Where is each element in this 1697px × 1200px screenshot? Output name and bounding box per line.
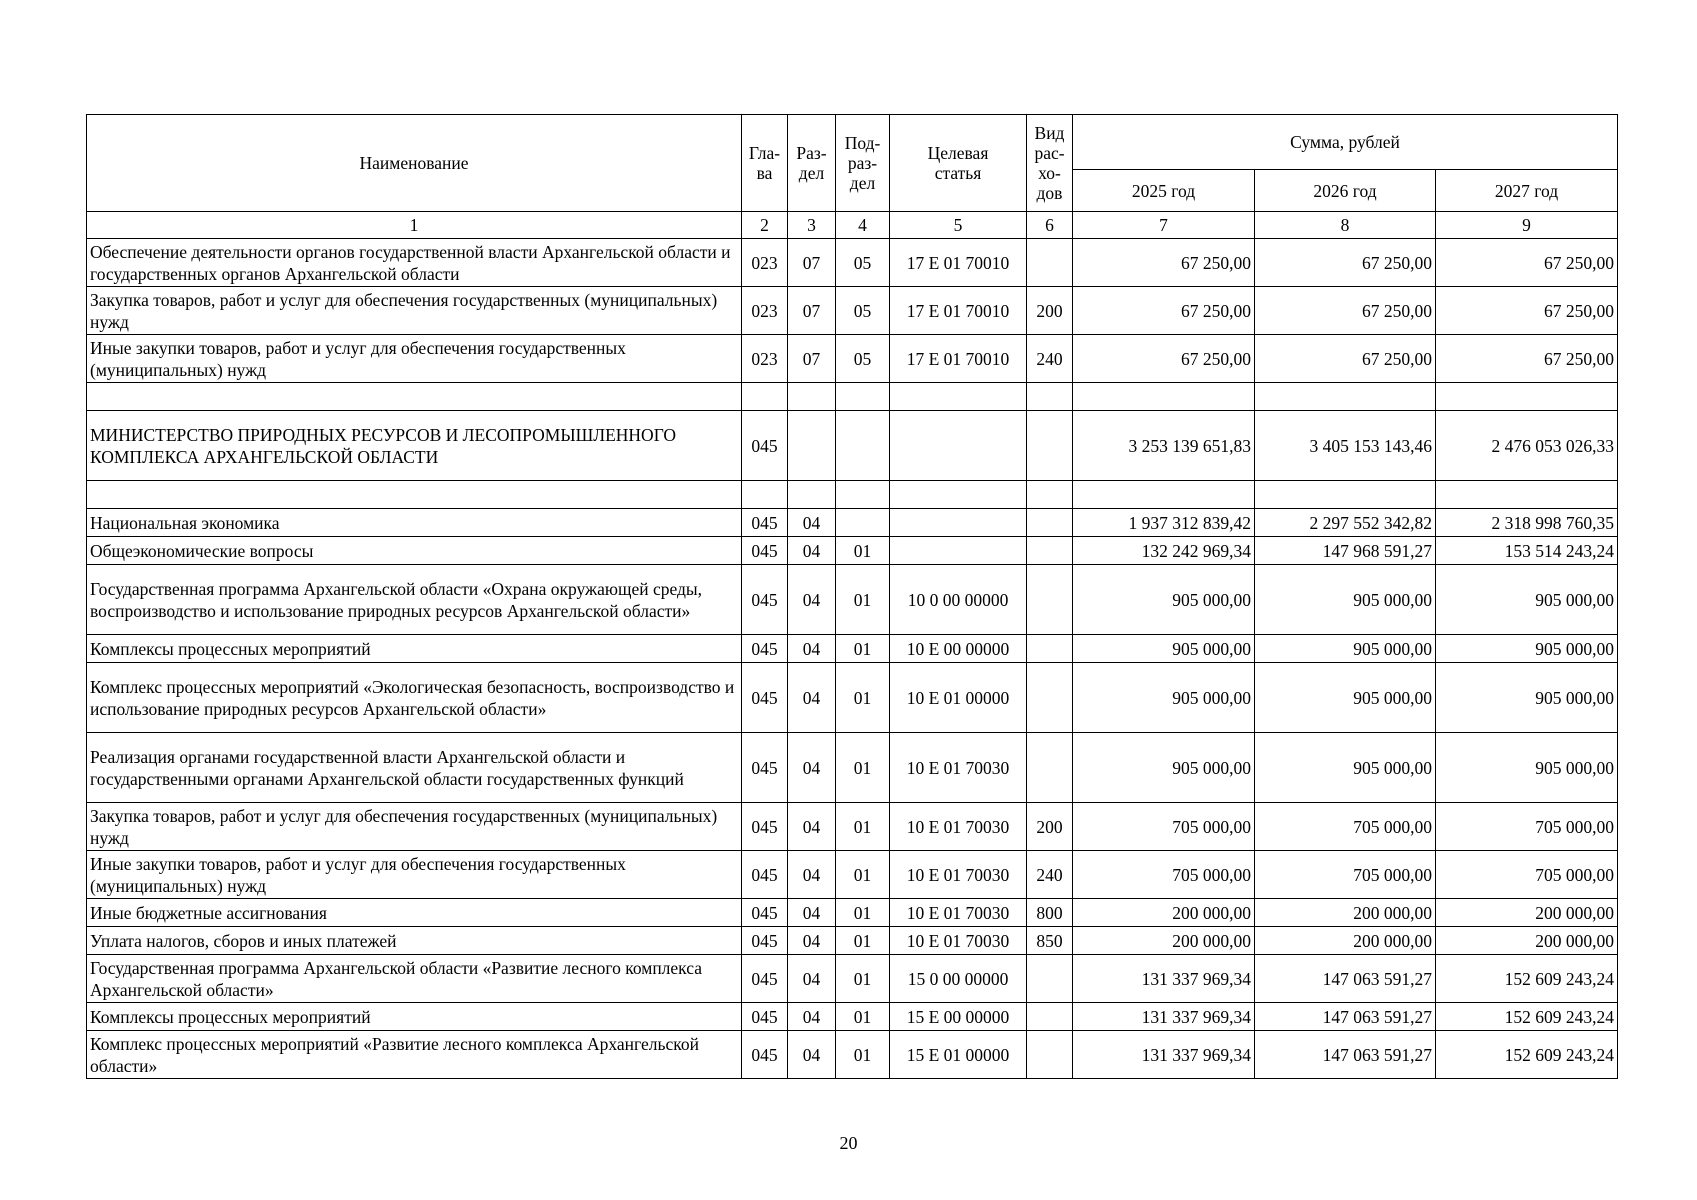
row-target: 17 Е 01 70010 bbox=[890, 287, 1027, 335]
row-target bbox=[890, 383, 1027, 411]
row-target: 10 Е 01 70030 bbox=[890, 927, 1027, 955]
row-sum-2026: 147 063 591,27 bbox=[1255, 1003, 1436, 1031]
row-vid bbox=[1027, 239, 1073, 287]
row-name: Реализация органами государственной власти Архангельской области и государственными органами Архангельской области государственных функций bbox=[87, 733, 742, 803]
row-target: 15 Е 01 00000 bbox=[890, 1031, 1027, 1079]
row-glava bbox=[742, 481, 788, 509]
row-sum-2027: 67 250,00 bbox=[1436, 335, 1618, 383]
row-glava: 045 bbox=[742, 1003, 788, 1031]
row-vid bbox=[1027, 663, 1073, 733]
row-podrazdel: 01 bbox=[836, 899, 890, 927]
row-vid bbox=[1027, 509, 1073, 537]
row-name: Комплекс процессных мероприятий «Экологическая безопасность, воспроизводство и использование природных ресурсов Архангельской области» bbox=[87, 663, 742, 733]
header-year-2026: 2026 год bbox=[1255, 170, 1436, 212]
row-sum-2027: 152 609 243,24 bbox=[1436, 1031, 1618, 1079]
table-row bbox=[87, 663, 1618, 733]
col-index: 2 bbox=[742, 212, 788, 239]
row-sum-2026: 147 968 591,27 bbox=[1255, 537, 1436, 565]
row-sum-2026: 905 000,00 bbox=[1255, 663, 1436, 733]
row-name: Обеспечение деятельности органов государственной власти Архангельской области и государственных органов Архангельской области bbox=[87, 239, 742, 287]
row-sum-2026: 200 000,00 bbox=[1255, 899, 1436, 927]
row-glava: 045 bbox=[742, 411, 788, 481]
row-razdel: 04 bbox=[788, 1031, 836, 1079]
row-name: Иные закупки товаров, работ и услуг для обеспечения государственных (муниципальных) нужд bbox=[87, 335, 742, 383]
row-sum-2026: 705 000,00 bbox=[1255, 851, 1436, 899]
header-row-top bbox=[87, 115, 1618, 170]
col-index: 7 bbox=[1073, 212, 1255, 239]
table-row bbox=[87, 565, 1618, 635]
row-target bbox=[890, 481, 1027, 509]
header-name: Наименование bbox=[87, 115, 742, 212]
row-razdel: 04 bbox=[788, 927, 836, 955]
row-sum-2027: 705 000,00 bbox=[1436, 851, 1618, 899]
row-podrazdel: 01 bbox=[836, 635, 890, 663]
row-sum-2027: 152 609 243,24 bbox=[1436, 955, 1618, 1003]
row-sum-2025: 905 000,00 bbox=[1073, 733, 1255, 803]
row-target: 10 0 00 00000 bbox=[890, 565, 1027, 635]
header-year-2025: 2025 год bbox=[1073, 170, 1255, 212]
row-sum-2025: 905 000,00 bbox=[1073, 635, 1255, 663]
row-sum-2025: 905 000,00 bbox=[1073, 663, 1255, 733]
col-index: 9 bbox=[1436, 212, 1618, 239]
row-sum-2027: 2 476 053 026,33 bbox=[1436, 411, 1618, 481]
table-row bbox=[87, 335, 1618, 383]
row-sum-2025: 131 337 969,34 bbox=[1073, 1003, 1255, 1031]
row-vid: 200 bbox=[1027, 287, 1073, 335]
row-sum-2026 bbox=[1255, 481, 1436, 509]
row-name: Уплата налогов, сборов и иных платежей bbox=[87, 927, 742, 955]
row-podrazdel: 01 bbox=[836, 851, 890, 899]
row-sum-2025: 131 337 969,34 bbox=[1073, 1031, 1255, 1079]
row-target: 10 Е 01 70030 bbox=[890, 899, 1027, 927]
row-sum-2027: 905 000,00 bbox=[1436, 733, 1618, 803]
row-podrazdel: 01 bbox=[836, 537, 890, 565]
row-sum-2027 bbox=[1436, 481, 1618, 509]
row-razdel: 07 bbox=[788, 239, 836, 287]
table-row bbox=[87, 411, 1618, 481]
row-podrazdel bbox=[836, 481, 890, 509]
row-target: 10 Е 01 70030 bbox=[890, 803, 1027, 851]
row-glava: 023 bbox=[742, 335, 788, 383]
row-podrazdel: 05 bbox=[836, 335, 890, 383]
row-razdel: 04 bbox=[788, 1003, 836, 1031]
table-row bbox=[87, 733, 1618, 803]
row-razdel: 04 bbox=[788, 537, 836, 565]
row-target bbox=[890, 411, 1027, 481]
row-glava: 045 bbox=[742, 851, 788, 899]
row-glava: 045 bbox=[742, 635, 788, 663]
row-podrazdel bbox=[836, 383, 890, 411]
row-sum-2026: 905 000,00 bbox=[1255, 733, 1436, 803]
table-row bbox=[87, 635, 1618, 663]
table-row bbox=[87, 481, 1618, 509]
table-row bbox=[87, 383, 1618, 411]
row-name: Комплексы процессных мероприятий bbox=[87, 635, 742, 663]
table-row bbox=[87, 803, 1618, 851]
row-podrazdel: 01 bbox=[836, 803, 890, 851]
row-sum-2027: 67 250,00 bbox=[1436, 239, 1618, 287]
page-number: 20 bbox=[839, 1133, 858, 1153]
row-razdel: 04 bbox=[788, 899, 836, 927]
row-vid: 200 bbox=[1027, 803, 1073, 851]
row-razdel bbox=[788, 383, 836, 411]
row-sum-2027: 200 000,00 bbox=[1436, 899, 1618, 927]
row-sum-2025: 131 337 969,34 bbox=[1073, 955, 1255, 1003]
row-sum-2025: 3 253 139 651,83 bbox=[1073, 411, 1255, 481]
row-name: Комплекс процессных мероприятий «Развитие лесного комплекса Архангельской области» bbox=[87, 1031, 742, 1079]
row-name: Общеэкономические вопросы bbox=[87, 537, 742, 565]
row-sum-2025: 1 937 312 839,42 bbox=[1073, 509, 1255, 537]
row-sum-2026: 67 250,00 bbox=[1255, 239, 1436, 287]
row-razdel: 04 bbox=[788, 635, 836, 663]
row-razdel: 04 bbox=[788, 851, 836, 899]
row-name: Закупка товаров, работ и услуг для обеспечения государственных (муниципальных) нужд bbox=[87, 287, 742, 335]
row-razdel bbox=[788, 411, 836, 481]
row-razdel: 07 bbox=[788, 335, 836, 383]
row-sum-2026: 67 250,00 bbox=[1255, 335, 1436, 383]
row-sum-2026: 200 000,00 bbox=[1255, 927, 1436, 955]
row-sum-2027: 152 609 243,24 bbox=[1436, 1003, 1618, 1031]
row-glava: 045 bbox=[742, 509, 788, 537]
row-name: Государственная программа Архангельской области «Охрана окружающей среды, воспроизводство и использование природных ресурсов Архангельской области» bbox=[87, 565, 742, 635]
row-vid bbox=[1027, 635, 1073, 663]
row-glava: 045 bbox=[742, 927, 788, 955]
col-index: 3 bbox=[788, 212, 836, 239]
row-name: Иные бюджетные ассигнования bbox=[87, 899, 742, 927]
row-sum-2025: 705 000,00 bbox=[1073, 803, 1255, 851]
row-podrazdel: 01 bbox=[836, 733, 890, 803]
table-row bbox=[87, 955, 1618, 1003]
row-sum-2025: 200 000,00 bbox=[1073, 899, 1255, 927]
row-vid: 240 bbox=[1027, 335, 1073, 383]
row-name: МИНИСТЕРСТВО ПРИРОДНЫХ РЕСУРСОВ И ЛЕСОПРОМЫШЛЕННОГО КОМПЛЕКСА АРХАНГЕЛЬСКОЙ ОБЛАСТИ bbox=[87, 411, 742, 481]
table-row bbox=[87, 899, 1618, 927]
row-vid: 800 bbox=[1027, 899, 1073, 927]
row-sum-2025: 67 250,00 bbox=[1073, 335, 1255, 383]
row-name: Государственная программа Архангельской области «Развитие лесного комплекса Архангельской области» bbox=[87, 955, 742, 1003]
table-row bbox=[87, 1031, 1618, 1079]
row-glava: 023 bbox=[742, 287, 788, 335]
row-razdel: 04 bbox=[788, 663, 836, 733]
row-sum-2026: 3 405 153 143,46 bbox=[1255, 411, 1436, 481]
row-glava: 023 bbox=[742, 239, 788, 287]
table-row bbox=[87, 1003, 1618, 1031]
row-target bbox=[890, 537, 1027, 565]
row-sum-2025: 67 250,00 bbox=[1073, 287, 1255, 335]
row-target: 17 Е 01 70010 bbox=[890, 239, 1027, 287]
row-sum-2027: 153 514 243,24 bbox=[1436, 537, 1618, 565]
row-sum-2026: 2 297 552 342,82 bbox=[1255, 509, 1436, 537]
col-index: 1 bbox=[87, 212, 742, 239]
header-year-2027: 2027 год bbox=[1436, 170, 1618, 212]
row-sum-2027: 905 000,00 bbox=[1436, 663, 1618, 733]
row-target: 10 Е 01 70030 bbox=[890, 733, 1027, 803]
row-glava: 045 bbox=[742, 663, 788, 733]
row-sum-2026: 67 250,00 bbox=[1255, 287, 1436, 335]
row-sum-2026: 905 000,00 bbox=[1255, 635, 1436, 663]
row-podrazdel: 01 bbox=[836, 955, 890, 1003]
row-sum-2026 bbox=[1255, 383, 1436, 411]
header-vid: Вид рас- хо- дов bbox=[1027, 115, 1073, 212]
row-sum-2025: 132 242 969,34 bbox=[1073, 537, 1255, 565]
row-podrazdel: 01 bbox=[836, 1003, 890, 1031]
row-target: 10 Е 01 70030 bbox=[890, 851, 1027, 899]
col-index: 5 bbox=[890, 212, 1027, 239]
row-glava bbox=[742, 383, 788, 411]
row-glava: 045 bbox=[742, 1031, 788, 1079]
row-razdel bbox=[788, 481, 836, 509]
table-row bbox=[87, 509, 1618, 537]
row-sum-2027: 200 000,00 bbox=[1436, 927, 1618, 955]
row-sum-2027: 67 250,00 bbox=[1436, 287, 1618, 335]
col-index: 4 bbox=[836, 212, 890, 239]
header-podrazdel: Под- раз- дел bbox=[836, 115, 890, 212]
row-name bbox=[87, 481, 742, 509]
row-razdel: 04 bbox=[788, 955, 836, 1003]
row-podrazdel: 01 bbox=[836, 565, 890, 635]
row-sum-2025: 67 250,00 bbox=[1073, 239, 1255, 287]
row-razdel: 07 bbox=[788, 287, 836, 335]
row-podrazdel: 01 bbox=[836, 663, 890, 733]
table-row bbox=[87, 851, 1618, 899]
header-target: Целевая статья bbox=[890, 115, 1027, 212]
row-vid bbox=[1027, 481, 1073, 509]
row-sum-2025: 705 000,00 bbox=[1073, 851, 1255, 899]
row-glava: 045 bbox=[742, 565, 788, 635]
header-sum: Сумма, рублей bbox=[1073, 115, 1618, 170]
header-index-row bbox=[87, 212, 1618, 239]
row-razdel: 04 bbox=[788, 803, 836, 851]
table-row bbox=[87, 537, 1618, 565]
row-sum-2027 bbox=[1436, 383, 1618, 411]
row-name bbox=[87, 383, 742, 411]
row-sum-2026: 705 000,00 bbox=[1255, 803, 1436, 851]
table-row bbox=[87, 927, 1618, 955]
row-podrazdel: 01 bbox=[836, 1031, 890, 1079]
row-glava: 045 bbox=[742, 733, 788, 803]
header-glava: Гла- ва bbox=[742, 115, 788, 212]
row-target: 10 Е 01 00000 bbox=[890, 663, 1027, 733]
row-podrazdel bbox=[836, 411, 890, 481]
row-sum-2027: 705 000,00 bbox=[1436, 803, 1618, 851]
row-target bbox=[890, 509, 1027, 537]
row-name: Национальная экономика bbox=[87, 509, 742, 537]
row-podrazdel: 05 bbox=[836, 287, 890, 335]
table-body bbox=[87, 239, 1618, 1079]
row-name: Комплексы процессных мероприятий bbox=[87, 1003, 742, 1031]
row-glava: 045 bbox=[742, 899, 788, 927]
row-razdel: 04 bbox=[788, 509, 836, 537]
row-vid: 240 bbox=[1027, 851, 1073, 899]
row-razdel: 04 bbox=[788, 565, 836, 635]
table-row bbox=[87, 239, 1618, 287]
row-glava: 045 bbox=[742, 955, 788, 1003]
row-podrazdel bbox=[836, 509, 890, 537]
row-glava: 045 bbox=[742, 537, 788, 565]
row-sum-2027: 905 000,00 bbox=[1436, 565, 1618, 635]
row-vid: 850 bbox=[1027, 927, 1073, 955]
row-sum-2026: 147 063 591,27 bbox=[1255, 1031, 1436, 1079]
col-index: 6 bbox=[1027, 212, 1073, 239]
row-vid bbox=[1027, 537, 1073, 565]
row-target: 10 Е 00 00000 bbox=[890, 635, 1027, 663]
row-vid bbox=[1027, 1031, 1073, 1079]
col-index: 8 bbox=[1255, 212, 1436, 239]
row-target: 17 Е 01 70010 bbox=[890, 335, 1027, 383]
row-glava: 045 bbox=[742, 803, 788, 851]
header-razdel: Раз- дел bbox=[788, 115, 836, 212]
row-vid bbox=[1027, 1003, 1073, 1031]
row-sum-2025: 905 000,00 bbox=[1073, 565, 1255, 635]
row-target: 15 Е 00 00000 bbox=[890, 1003, 1027, 1031]
row-vid bbox=[1027, 383, 1073, 411]
row-podrazdel: 01 bbox=[836, 927, 890, 955]
row-vid bbox=[1027, 955, 1073, 1003]
row-sum-2025 bbox=[1073, 481, 1255, 509]
row-sum-2027: 905 000,00 bbox=[1436, 635, 1618, 663]
row-target: 15 0 00 00000 bbox=[890, 955, 1027, 1003]
row-sum-2026: 147 063 591,27 bbox=[1255, 955, 1436, 1003]
row-podrazdel: 05 bbox=[836, 239, 890, 287]
table-row bbox=[87, 287, 1618, 335]
row-sum-2026: 905 000,00 bbox=[1255, 565, 1436, 635]
row-vid bbox=[1027, 565, 1073, 635]
row-name: Иные закупки товаров, работ и услуг для обеспечения государственных (муниципальных) нужд bbox=[87, 851, 742, 899]
budget-table bbox=[86, 114, 1618, 1079]
row-razdel: 04 bbox=[788, 733, 836, 803]
row-sum-2027: 2 318 998 760,35 bbox=[1436, 509, 1618, 537]
row-name: Закупка товаров, работ и услуг для обеспечения государственных (муниципальных) нужд bbox=[87, 803, 742, 851]
row-sum-2025: 200 000,00 bbox=[1073, 927, 1255, 955]
row-vid bbox=[1027, 733, 1073, 803]
row-vid bbox=[1027, 411, 1073, 481]
row-sum-2025 bbox=[1073, 383, 1255, 411]
